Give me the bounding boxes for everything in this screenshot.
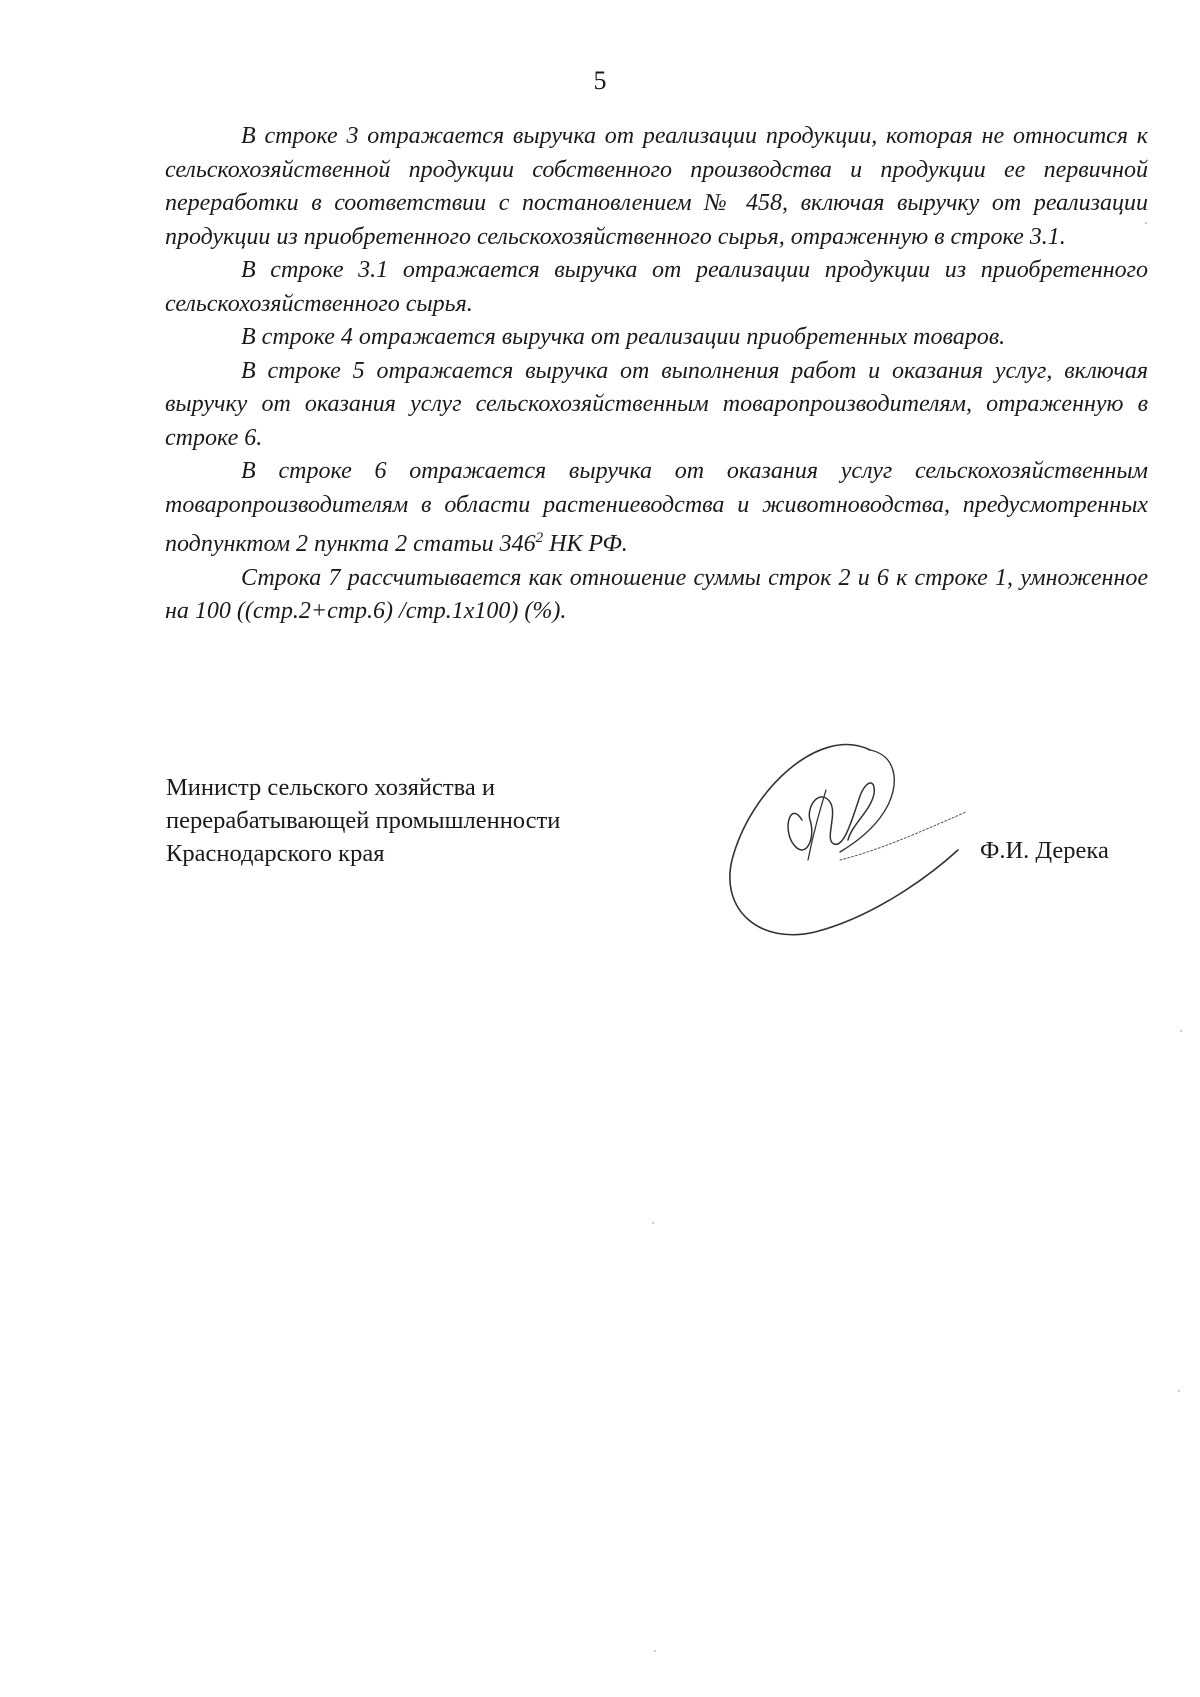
paragraph-line-5: В строке 5 отражается выручка от выполнения работ и оказания услуг, включая выручку от оказания услуг сельскохозяйственным товаропроизводителям, отраженную в строке 6. xyxy=(165,357,1148,451)
signer-name: Ф.И. Дерека xyxy=(980,837,1109,864)
signatory-title-line-2: перерабатывающей промышленности xyxy=(166,807,561,834)
page-number: 5 xyxy=(593,66,607,95)
paragraph-line-6 xyxy=(165,455,1148,562)
document-body xyxy=(165,120,1148,629)
signature-oval xyxy=(730,745,958,935)
paragraph-line-7: Строка 7 рассчитывается как отношение суммы строк 2 и 6 к строке 1, умноженное на 100 ((стр.2+стр.6) /стр.1х100) (%). xyxy=(165,564,1148,624)
signatory-title-line-3: Краснодарского края xyxy=(166,840,385,867)
paragraph-line-4: В строке 4 отражается выручка от реализации приобретенных товаров. xyxy=(241,324,1006,350)
signatory-title xyxy=(166,771,560,870)
paragraph-line-3-1: В строке 3.1 отражается выручка от реализации продукции из приобретенного сельскохозяйственного сырья. xyxy=(165,257,1148,317)
signatory-title-line-1: Министр сельского хозяйства и xyxy=(166,774,495,801)
handwritten-signature xyxy=(720,720,980,950)
paragraph-line-3: В строке 3 отражается выручка от реализации продукции, которая не относится к сельскохозяйственной продукции собственного производства и продукции ее первичной переработки в соответствии с постановлением № 458, включая выручку от реализации продукции из приобретенного сельскохозяйственного сырья, отраженную в строке 3.1. xyxy=(165,123,1148,250)
signature-letters xyxy=(788,783,874,850)
paragraph-line-6-tail: НК РФ. xyxy=(543,531,628,557)
signature-flourish xyxy=(840,812,966,860)
paragraph-line-6-text: В строке 6 отражается выручка от оказания услуг сельскохозяйственным товаропроизводителям в области растениеводства и животноводства, предусмотренных подпунктом 2 пункта 2 статьи 346 xyxy=(165,458,1148,557)
signature-tail xyxy=(840,750,894,852)
paragraph-line-6-superscript: 2 xyxy=(535,530,544,546)
